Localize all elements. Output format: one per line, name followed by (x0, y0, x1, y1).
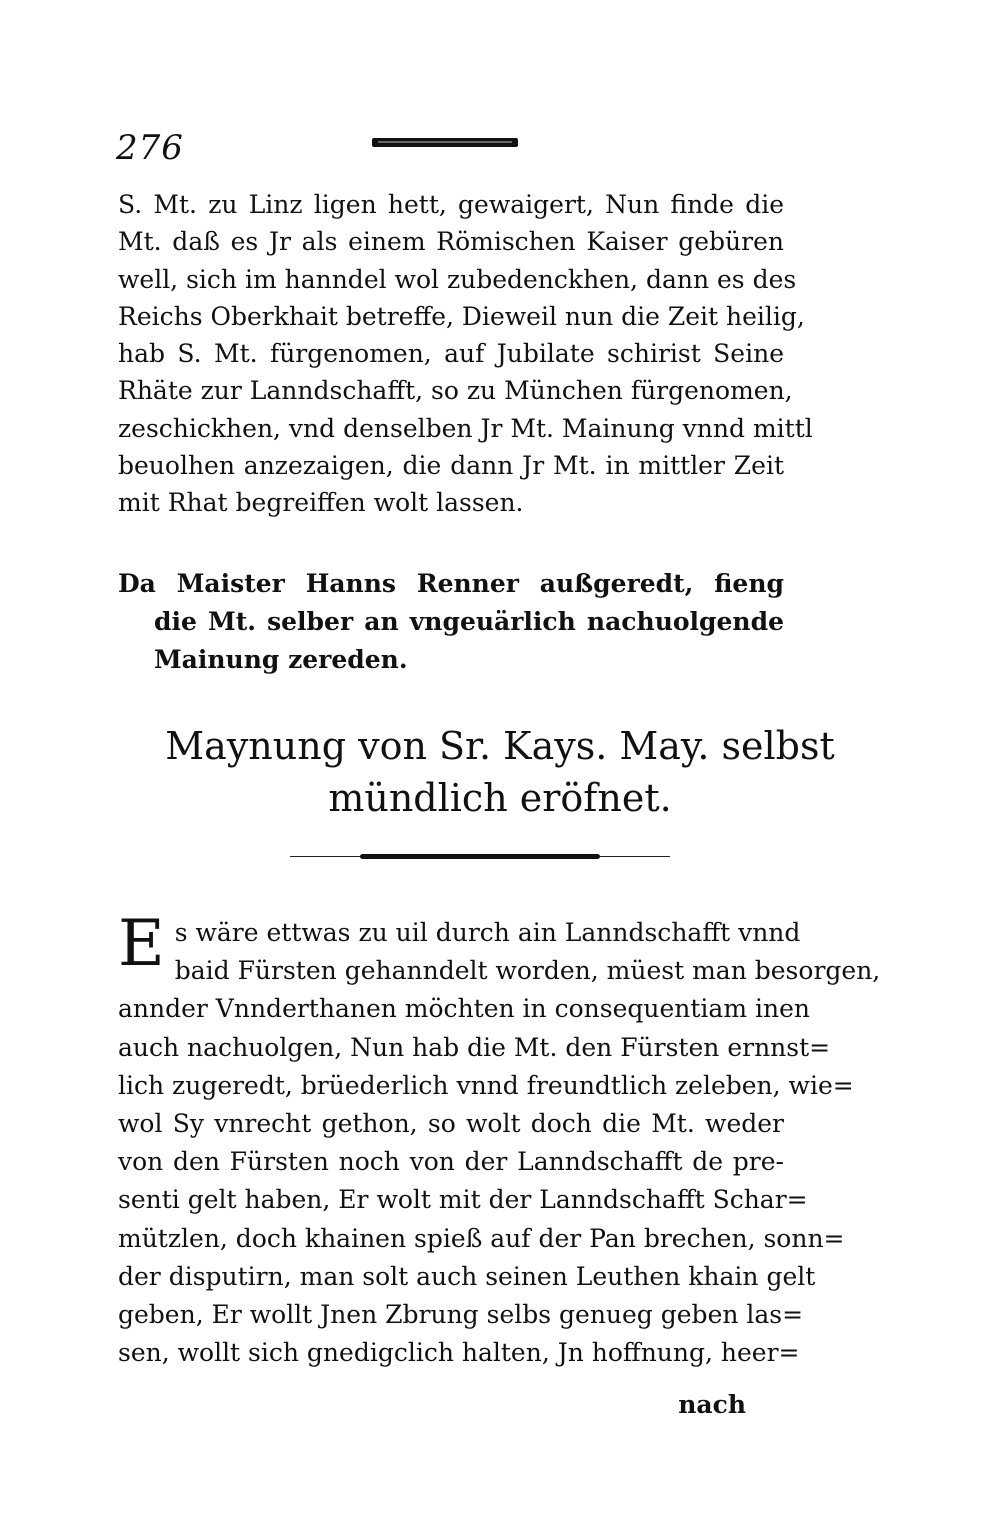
page-number: 276 (116, 128, 184, 168)
paragraph-continued (118, 186, 813, 522)
catchword: nach (678, 1390, 746, 1419)
section-heading-line-2: mündlich eröfnet. (328, 776, 672, 820)
text-line: mit Rhat begreiffen wolt lassen. (118, 488, 524, 518)
header-rule (372, 138, 518, 147)
drop-cap: E (118, 907, 165, 981)
text-line: der disputirn, man solt auch seinen Leuthen khain gelt (118, 1261, 816, 1291)
text-line: hab S. Mt. fürgenomen, auf Jubilate schirist Seine (118, 339, 784, 369)
ornament-thick-line (360, 854, 600, 859)
text-line: mützlen, doch khainen spieß auf der Pan brechen, sonn= (118, 1223, 845, 1253)
text-line: Reichs Oberkhait betreffe, Dieweil nun die Zeit heilig, (118, 301, 805, 331)
text-line: baid Fürsten gehanndelt worden, müest man besorgen, (174, 956, 881, 986)
text-line: auch nachuolgen, Nun hab die Mt. den Fürsten ernnst= (118, 1032, 831, 1062)
text-line: senti gelt haben, Er wolt mit der Lanndschafft Schar= (118, 1185, 808, 1215)
text-line: Rhäte zur Lanndschafft, so zu München fürgenomen, (118, 376, 793, 406)
text-line: lich zugeredt, brüederlich vnnd freundtlich zeleben, wie= (118, 1070, 854, 1100)
text-line: s wäre ettwas zu uil durch ain Lanndschafft vnnd (174, 918, 801, 947)
paragraph-speech (118, 907, 881, 1372)
paragraph-transition (118, 565, 784, 679)
text-line: die Mt. selber an vngeuärlich nachuolgende (154, 607, 784, 636)
text-line: wol Sy vnrecht gethon, so wolt doch die Mt. weder (118, 1108, 784, 1138)
text-line: geben, Er wollt Jnen Zbrung selbs genueg geben las= (118, 1299, 804, 1329)
ornament-rule (290, 854, 670, 860)
text-line: von den Fürsten noch von der Lanndschafft de pre- (118, 1147, 784, 1177)
text-line: sen, wollt sich gnedigclich halten, Jn hoffnung, heer= (118, 1338, 800, 1368)
text-line: Da Maister Hanns Renner außgeredt, fieng (118, 569, 784, 598)
section-heading-line-1: Maynung von Sr. Kays. May. selbst (165, 724, 835, 768)
text-line: zeschickhen, vnd denselben Jr Mt. Mainung vnnd mittl (118, 413, 813, 443)
text-line: annder Vnnderthanen möchten in consequentiam inen (118, 994, 810, 1024)
text-line: well, sich im hanndel wol zubedenckhen, dann es des (118, 264, 797, 294)
text-line: Mt. daß es Jr als einem Römischen Kaiser gebüren (118, 227, 784, 257)
text-line: Mainung zereden. (154, 645, 408, 674)
text-line: beuolhen anzezaigen, die dann Jr Mt. in mittler Zeit (118, 451, 784, 481)
text-line: S. Mt. zu Linz ligen hett, gewaigert, Nun finde die (118, 190, 784, 219)
